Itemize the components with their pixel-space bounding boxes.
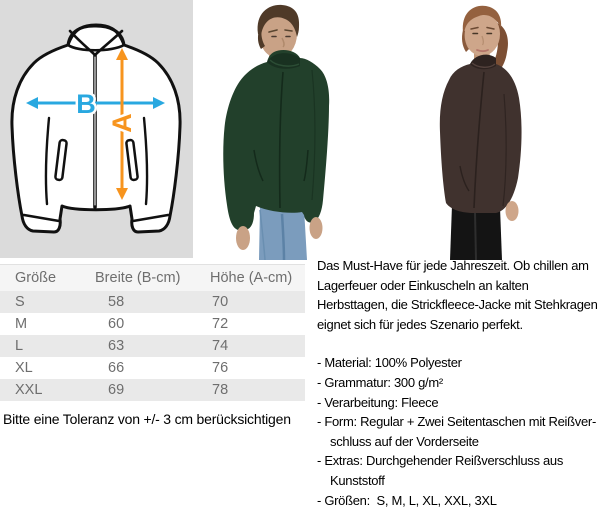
bullet-groessen: - Größen: S, M, L, XL, XXL, 3XL	[317, 492, 497, 508]
size-cell: L	[0, 335, 95, 357]
tolerance-note: Bitte eine Toleranz von +/- 3 cm berücksichtigen	[3, 411, 291, 427]
table-row-xxl	[0, 379, 305, 401]
table-row-m	[0, 313, 305, 335]
width-cell: 63	[95, 335, 210, 357]
size-table	[0, 264, 305, 401]
width-label: B	[76, 89, 96, 119]
size-table-block	[0, 264, 305, 427]
height-cell: 76	[212, 360, 229, 376]
product-description	[317, 256, 600, 510]
height-cell: 78	[210, 379, 305, 401]
description-bullet-list	[317, 353, 600, 510]
female-model-illustration	[400, 0, 600, 260]
header-hoehe: Höhe (A-cm)	[210, 265, 305, 292]
bullet-extras: - Extras: Durchgehender Reißverschluss aus Kunststoff	[317, 453, 564, 488]
size-cell: S	[0, 291, 95, 313]
size-cell: XL	[15, 360, 33, 376]
description-intro: Das Must-Have für jede Jahreszeit. Ob chillen am Lagerfeuer oder Einkuscheln an kalten Herbsttagen, die Strickfleece-Jacke mit Stehkragen eignet sich für jedes Szenario perfekt.	[317, 258, 598, 332]
bullet-grammatur: - Grammatur: 300 g/m²	[317, 374, 443, 390]
male-model-illustration	[210, 0, 400, 260]
size-table-header-row	[0, 265, 305, 292]
bullet-form: - Form: Regular + Zwei Seitentaschen mit Reißverschluss auf der Vorderseite	[317, 414, 597, 449]
jacket-outline-drawing	[12, 25, 180, 232]
header-breite: Breite (B-cm)	[95, 265, 210, 292]
table-row-l	[0, 335, 305, 357]
bullet-verarbeitung: - Verarbeitung: Fleece	[317, 394, 439, 410]
height-cell: 72	[212, 316, 229, 332]
size-diagram-panel	[0, 0, 193, 258]
female-model-photo	[400, 0, 600, 260]
male-model-photo	[210, 0, 400, 260]
jacket-measurement-diagram	[0, 0, 193, 258]
size-cell: M	[15, 316, 28, 332]
width-cell: 58	[95, 291, 210, 313]
size-cell: XXL	[0, 379, 95, 401]
header-groesse: Größe	[0, 265, 95, 292]
height-label: A	[107, 113, 137, 133]
table-row-xl	[0, 357, 305, 379]
width-cell: 66	[108, 360, 125, 376]
width-cell: 69	[95, 379, 210, 401]
height-cell: 70	[210, 291, 305, 313]
height-cell: 74	[210, 335, 305, 357]
bullet-material: - Material: 100% Polyester	[317, 355, 462, 371]
table-row-s	[0, 291, 305, 313]
width-cell: 60	[108, 316, 125, 332]
